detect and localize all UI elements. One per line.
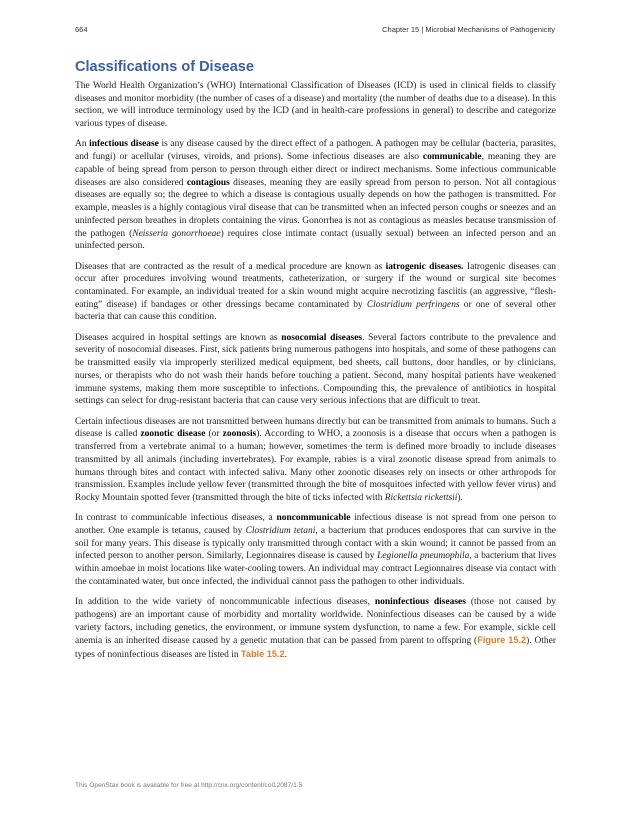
text: ) requires close intimate contact (usually sexual) between an infected person and an uninfected person. <box>75 228 556 252</box>
term-communicable: communicable <box>422 152 482 163</box>
running-header <box>75 23 555 37</box>
text: ). According to WHO, a zoonosis is a disease that occurs when a pathogen is transferred from a vertebrate animal to a human; however, sometimes the term is defined more broadly to include diseases transmitted by all animals (including invertebrates). For example, rabies is a viral zoonotic disease spread from animals to humans through bites and contact with infected saliva. Many other zoonotic diseases rely on insects or other arthropods for transmission. Examples include yellow fever (transmitted through the bite of mosquitoes infected with yellow fever virus) and Rocky Mountain spotted fever (transmitted through the bite of ticks infected with <box>75 429 557 503</box>
species-name: Legionella pneumophila <box>377 551 470 562</box>
table-link[interactable]: Table 15.2 <box>240 649 285 660</box>
text: The World Health Organization’s (WHO) International Classification of Diseases (ICD) is used in clinical fields to classify diseases and monitor morbidity (the number of cases of a disease) and mortality (the number of deaths due to a disease). In this section, we will introduce terminology used by the ICD (and in health-care professions in general) to describe and categorize various types of disease. <box>75 81 556 130</box>
text: . <box>284 650 288 661</box>
paragraph-noninfectious <box>75 596 556 662</box>
text: . Several factors contribute to the prevalence and severity of nosocomial diseases. First, sick patients bring numerous pathogens into hospitals, and some of these pathogens can be transmitted easily via improperly sterilized medical equipment, bed sheets, call buttons, door handles, or by clinicians, nurses, or therapists who do not wash their hands before touching a patient. Second, many hospital patients have weakened immune systems, making them more susceptible to infections. Compounding this, the prevalence of antibiotics in hospital settings can select for drug-resistant bacteria that can cause very serious infections that are difficult to treat. <box>75 332 556 407</box>
text: , meaning they are capable of being spread from person to person through either direct or indirect mechanisms. Some infectious communicable diseases are also considered <box>75 152 556 188</box>
term-iatrogenic-diseases: iatrogenic diseases. <box>385 261 464 272</box>
text: ). Other types of noninfectious diseases are listed in <box>75 636 556 661</box>
text: ). <box>457 492 463 503</box>
text: or one of several other bacteria that can cause this condition. <box>75 299 556 323</box>
text: Certain infectious diseases are not transmitted between humans directly but can be transmitted from animals to humans. Such a disease is called <box>75 416 556 440</box>
text: (those not caused by pathogens) are an important cause of morbidity and mortality worldwide. Noninfectious diseases can be caused by a wide variety factors, including genetics, the environment, or immune system dysfunction, to name a few. For example, sickle cell anemia is an inherited disease caused by a genetic mutation that can be passed from parent to offspring ( <box>75 597 556 647</box>
text: An <box>75 139 90 150</box>
species-name: Rickettsia rickettsii <box>384 492 458 503</box>
text: In contrast to communicable infectious diseases, a <box>75 513 277 524</box>
text: In addition to the wide variety of noncommunicable infectious diseases, <box>75 597 375 608</box>
species-name: Neisseria gonorrhoeae <box>132 228 221 239</box>
text: (or <box>205 429 223 440</box>
page-number: 664 <box>75 25 88 34</box>
term-zoonotic-disease: zoonotic disease <box>140 429 206 440</box>
text: is any disease caused by the direct effect of a pathogen. A pathogen may be cellular (bacteria, parasites, and fungi) or acellular (viruses, viroids, and prions). Some infectious diseases are also <box>75 139 556 163</box>
text: Diseases acquired in hospital settings are known as <box>75 332 282 343</box>
paragraph-nosocomial <box>75 332 556 408</box>
text: infectious disease is not spread from one person to another. One example is tetanus, caused by <box>75 513 556 536</box>
term-zoonosis: zoonosis <box>222 429 257 440</box>
chapter-title: Chapter 15 | Microbial Mechanisms of Pathogenicity <box>382 25 555 34</box>
term-infectious-disease: infectious disease <box>89 139 159 150</box>
text: , a bacterium that produces endospores that can survive in the soil for many years. This disease is typically only transmitted through contact with a skin wound; it cannot be passed from an infected person to another person. Similarly, Legionnaires disease is caused by <box>75 525 556 562</box>
species-name: Clostridium perfringens <box>366 299 460 310</box>
paragraph-infectious-disease <box>75 138 556 252</box>
section-title: Classifications of Disease <box>75 59 254 75</box>
text: , a bacterium that lives within amoebae in moist locations like water-cooling towers. An individual may contract Legionnaires disease via contact with the contaminated water, but once infected, the individual cannot pass the pathogen to other individuals. <box>75 551 556 587</box>
text: Iatrogenic diseases can occur after procedures involving wound treatments, catheterization, or surgery if the wound or surgical site becomes contaminated. For example, an individual treated for a skin wound might acquire necrotizing fasciitis (an aggressive, “flesh-eating” disease) if bandages or other dressings became contaminated by <box>75 261 556 310</box>
term-contagious: contagious <box>186 177 230 188</box>
term-nosocomial-diseases: nosocomial diseases <box>281 332 363 343</box>
text: Diseases that are contracted as the result of a medical procedure are known as <box>75 261 386 272</box>
term-noninfectious-diseases: noninfectious diseases <box>374 597 466 608</box>
paragraph-noncommunicable <box>75 512 556 588</box>
body-text <box>75 80 556 669</box>
paragraph-iatrogenic <box>75 261 556 325</box>
figure-link[interactable]: Figure 15.2 <box>477 635 527 646</box>
term-noncommunicable: noncommunicable <box>276 513 351 524</box>
paragraph-zoonotic <box>75 416 556 505</box>
paragraph-icd <box>75 80 556 131</box>
text: diseases, meaning they are easily spread from person to person. Not all contagious diseases are equally so; the degree to which a disease is contagious usually depends on how the pathogen is transmitted. For example, measles is a highly contagious viral disease that can be transmitted when an infected person coughs or sneezes and an uninfected person breathes in droplets containing the virus. Gonorrhea is not as contagious as measles because transmission of the pathogen ( <box>75 177 556 239</box>
footer-note: This OpenStax book is available for free at http://cnx.org/content/col12087/1.5 <box>75 782 303 789</box>
species-name: Clostridium tetani <box>245 525 316 536</box>
